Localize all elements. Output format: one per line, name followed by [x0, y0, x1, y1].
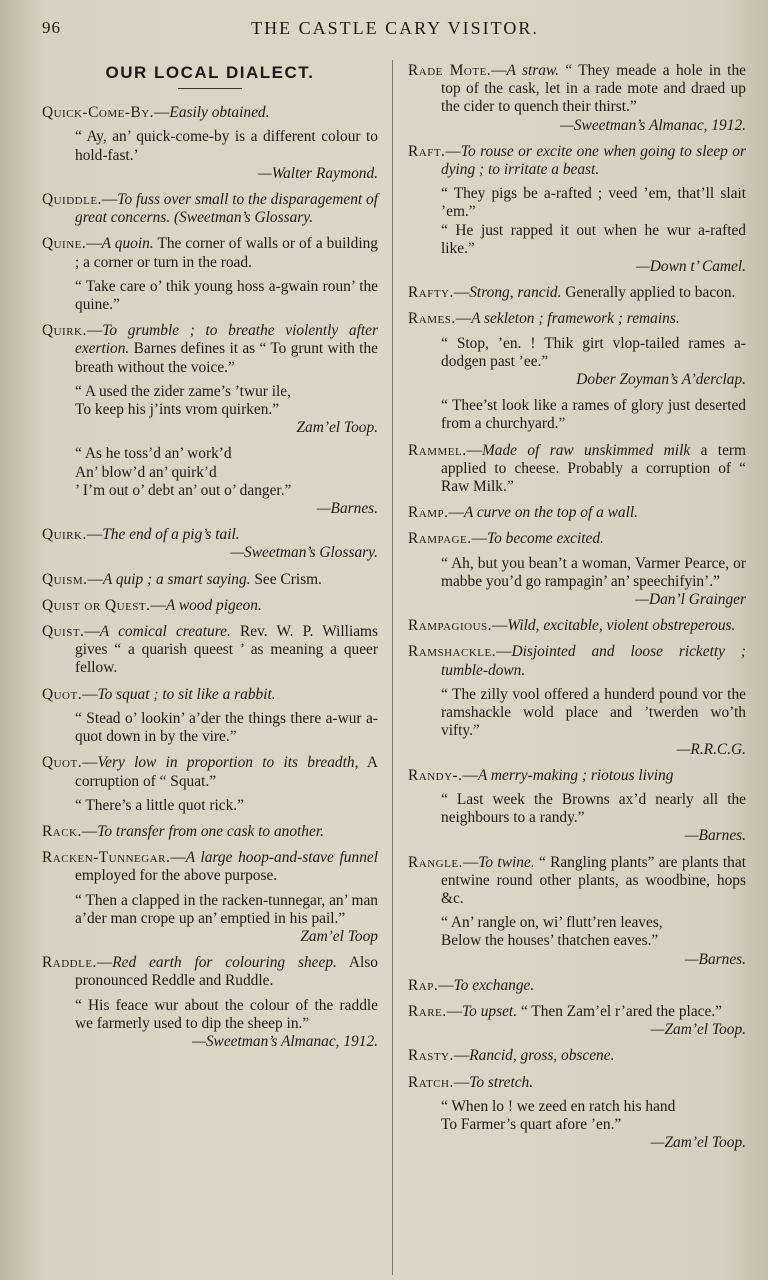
dictionary-entry	[42, 686, 378, 747]
headword: Rasty.	[408, 1047, 454, 1065]
entry-note: “ Rangling plants” are plants that entwine round other plants, as woodbine, hops &c.	[441, 853, 746, 907]
attribution: —Zam’el Toop.	[650, 1134, 746, 1152]
quotation	[408, 686, 746, 741]
entry-definition: Rammel.—Made of raw unskimmed milk a term applied to cheese. Probably a corruption of “ Raw Milk.”	[408, 441, 746, 496]
entry-note: “ Then Zam’el r’ared the place.”	[520, 1002, 723, 1020]
gloss: To grumble ; to breathe violently after exertion.	[75, 322, 378, 358]
entry-note: Barnes defines it as “ To grunt with the breath without the voice.”	[75, 340, 378, 376]
attribution: —Sweetman’s Almanac, 1912.	[560, 116, 746, 134]
quotation	[408, 555, 746, 591]
entry-definition: Rap.—To exchange.	[408, 976, 535, 994]
dictionary-entry	[408, 284, 746, 302]
entry-definition: Rack.—To transfer from one cask to another.	[42, 822, 324, 840]
quotation	[42, 128, 378, 164]
entry-definition: Quist or Quest.—A wood pigeon.	[42, 596, 262, 614]
headword: Quine.	[42, 235, 87, 253]
running-title: THE CASTLE CARY VISITOR.	[251, 18, 539, 38]
dictionary-entry	[42, 235, 378, 314]
headword: Rade Mote.	[408, 62, 492, 79]
entry-definition: Rare.—To upset. “ Then Zam’el r’ared the place.”	[408, 1002, 723, 1020]
dictionary-entry	[42, 571, 378, 589]
quotation	[42, 278, 378, 314]
dictionary-entry	[42, 754, 378, 815]
dictionary-entry	[408, 397, 746, 433]
headword: Rammel.	[408, 441, 467, 459]
entry-definition: Rames.—A sekleton ; framework ; remains.	[408, 310, 680, 328]
headword: Quot.	[42, 685, 83, 703]
entry-note: Rev. W. P. Williams gives “ a quarish queest ’ as meaning a queer fellow.	[75, 623, 379, 677]
article-title: OUR LOCAL DIALECT.	[105, 63, 315, 82]
quotation	[408, 397, 746, 433]
quotation	[42, 383, 378, 419]
entry-note: a term applied to cheese. Probably a corruption of “ Raw Milk.”	[441, 441, 746, 496]
quotation-line: “ As he toss’d an’ work’d	[75, 445, 232, 463]
attribution: —Barnes.	[316, 500, 378, 518]
headword: Quiddle.	[42, 191, 102, 209]
gloss: A quoin.	[101, 235, 154, 253]
entry-note: A corruption of “ Squat.”	[75, 754, 378, 790]
headword: Ramshackle.	[408, 643, 497, 661]
attribution: —Zam’el Toop.	[650, 1021, 746, 1039]
entry-definition: Ratch.—To stretch.	[408, 1073, 534, 1091]
quotation-line: To Farmer’s quart afore ’en.”	[441, 1115, 622, 1133]
page-header	[42, 18, 748, 42]
quotation-line: “ His feace wur about the colour of the raddle we farmerly used to dip the sheep in.”	[75, 996, 378, 1032]
entry-definition: Racken-Tunnegar.—A large hoop-and-stave funnel employed for the above purpose.	[42, 849, 378, 885]
dictionary-entry	[408, 977, 746, 995]
dictionary-entry	[408, 530, 746, 609]
attribution: Dober Zoyman’s A’derclap.	[576, 371, 746, 389]
entry-definition: Quick-Come-By.—Easily obtained.	[42, 104, 270, 122]
dictionary-entry	[408, 1047, 746, 1065]
quotation-line: “ There’s a little quot rick.”	[75, 796, 244, 814]
headword: Ramp.	[408, 504, 449, 522]
entry-definition: Quiddle.—To fuss over small to the disparagement of great concerns. (Sweetman’s Glossary.	[42, 191, 378, 227]
gloss: To twine.	[478, 853, 535, 871]
entry-definition: Rampage.—To become excited.	[408, 530, 604, 548]
dictionary-entry	[408, 854, 746, 969]
gloss: Strong, rancid.	[469, 284, 562, 302]
headword: Rampagious.	[408, 617, 493, 635]
dictionary-entry	[42, 623, 378, 678]
headword: Rafty.	[408, 284, 454, 302]
attribution: —Sweetman’s Almanac, 1912.	[192, 1032, 378, 1050]
entry-definition: Rade Mote.—A straw. “ They meade a hole in the top of the cask, let in a rade mote and draed up the cider to quench their thirst.”	[408, 62, 746, 116]
quotation-line: “ Stop, ’en. ! Thik girt vlop-tailed rames a-dodgen past ’ee.”	[441, 334, 746, 370]
entry-note: Also pronounced Reddle and Ruddle.	[75, 954, 378, 990]
quotation-line: “ Last week the Browns ax’d nearly all the neighbours to a randy.”	[441, 790, 746, 827]
dictionary-entry	[42, 191, 378, 227]
quotation-line: “ Ah, but you bean’t a woman, Varmer Pearce, or mabbe you’d go rampagin’ an’ speechifyin’.”	[441, 554, 746, 590]
dictionary-entry	[408, 643, 746, 758]
quotation-line: “ When lo ! we zeed en ratch his hand	[441, 1097, 676, 1115]
dictionary-entry	[408, 1074, 746, 1153]
headword: Rangle.	[408, 853, 463, 871]
headword: Rampage.	[408, 530, 472, 548]
gloss: To fuss over small to the disparagement of great concerns. (Sweetman’s Glossary.	[75, 191, 378, 227]
entry-note: See Crism.	[254, 570, 322, 588]
attribution: —Walter Raymond.	[258, 164, 378, 182]
quotation	[42, 892, 378, 928]
dictionary-entry	[42, 104, 378, 183]
gloss: A merry-making ; riotous living	[477, 766, 674, 784]
quotation-line: “ Then a clapped in the racken-tunnegar, an’ man a’der man crope up an’ emptied in his pail.”	[75, 891, 378, 927]
gloss: To rouse or excite one when going to sleep or dying ; to irritate a beast.	[441, 142, 746, 179]
entry-definition: Quism.—A quip ; a smart saying. See Crism.	[42, 570, 322, 588]
headword: Racken-Tunnegar.	[42, 849, 171, 867]
headword: Ratch.	[408, 1073, 454, 1091]
dictionary-entry	[42, 445, 378, 518]
headword: Rames.	[408, 310, 456, 328]
entry-definition: Quirk.—To grumble ; to breathe violently after exertion. Barnes defines it as “ To grunt with the breath without the voice.”	[42, 322, 378, 376]
quotation	[408, 335, 746, 371]
headword: Raddle.	[42, 954, 97, 972]
gloss: The end of a pig’s tail.	[102, 526, 240, 544]
gloss: Wild, excitable, violent obstreperous.	[507, 617, 736, 635]
dictionary-entry	[408, 62, 746, 135]
dictionary-entry	[42, 823, 378, 841]
quotation	[408, 1098, 746, 1134]
left-entries	[42, 104, 378, 1051]
entry-definition: Rasty.—Rancid, gross, obscene.	[408, 1047, 615, 1065]
entry-definition: Quot.—To squat ; to sit like a rabbit.	[42, 685, 276, 703]
dictionary-entry	[42, 597, 378, 615]
gloss: Very low in proportion to its breadth,	[97, 754, 359, 772]
quotation-line: To keep his j’ints vrom quirken.”	[75, 401, 280, 419]
right-entries	[408, 62, 746, 1152]
entry-definition: Rampagious.—Wild, excitable, violent obstreperous.	[408, 617, 736, 635]
gloss: A straw.	[506, 62, 559, 79]
quotation-line: An’ blow’d an’ quirk’d	[75, 463, 217, 481]
quotation-line: “ The zilly vool offered a hunderd pound vor the ramshackle wold place and ’twerden wo’th vifty.”	[441, 685, 746, 740]
dictionary-entry	[408, 1003, 746, 1039]
attribution: —Barnes.	[684, 950, 746, 968]
quotation-line: “ Take care o’ thik young hoss a-gwain roun’ the quine.”	[75, 277, 378, 314]
entry-definition: Quist.—A comical creature. Rev. W. P. Williams gives “ a quarish queest ’ as meaning a queer fellow.	[42, 623, 379, 677]
gloss: To exchange.	[453, 976, 535, 994]
gloss: To transfer from one cask to another.	[97, 822, 324, 840]
quotation	[408, 914, 746, 950]
dictionary-entry	[408, 617, 746, 635]
right-column	[408, 62, 746, 1160]
headword: Quick-Come-By.	[42, 104, 155, 122]
attribution: Zam’el Toop	[300, 927, 378, 945]
quotation-line: “ Stead o’ lookin’ a’der the things there a-wur a-quot down in by the vire.”	[75, 709, 378, 746]
dictionary-entry	[42, 954, 378, 1051]
headword: Quism.	[42, 570, 88, 588]
dictionary-entry	[408, 767, 746, 846]
dictionary-entry	[408, 504, 746, 522]
gloss: To become excited.	[486, 530, 604, 548]
entry-note: employed for the above purpose.	[75, 867, 278, 885]
quotation	[408, 185, 746, 258]
dictionary-entry	[42, 849, 378, 946]
quotation-line: ’ I’m out o’ debt an’ out o’ danger.”	[75, 481, 292, 499]
entry-definition: Randy-.—A merry-making ; riotous living	[408, 766, 674, 784]
entry-definition: Quirk.—The end of a pig’s tail.	[42, 526, 240, 544]
gloss: A sekleton ; framework ; remains.	[471, 310, 680, 328]
gloss: To upset.	[462, 1002, 518, 1020]
column-divider	[392, 60, 393, 1275]
left-column	[42, 62, 378, 1059]
headword: Quist.	[42, 623, 85, 641]
entry-definition: Rangle.—To twine. “ Rangling plants” are plants that entwine round other plants, as woodbine, hops &c.	[408, 853, 746, 907]
attribution: —Dan’l Grainger	[635, 591, 746, 609]
headword: Quirk.	[42, 322, 87, 340]
entry-definition: Quot.—Very low in proportion to its breadth, A corruption of “ Squat.”	[42, 754, 378, 790]
entry-definition: Quine.—A quoin. The corner of walls or of a building ; a corner or turn in the road.	[42, 235, 378, 271]
entry-definition: Raddle.—Red earth for colouring sheep. Also pronounced Reddle and Ruddle.	[42, 954, 378, 990]
headword: Rack.	[42, 822, 82, 840]
attribution: —Barnes.	[684, 827, 746, 845]
quotation	[42, 445, 378, 500]
quotation	[42, 797, 378, 815]
quotation	[42, 997, 378, 1033]
quotation-line: “ They pigs be a-rafted ; veed ’em, that’ll slait ’em.”	[441, 185, 746, 221]
attribution: —Sweetman’s Glossary.	[230, 544, 378, 562]
gloss: To squat ; to sit like a rabbit.	[97, 685, 276, 703]
attribution: —Down t’ Camel.	[636, 258, 746, 276]
entry-note: “ They meade a hole in the top of the cask, let in a rade mote and draed up the cider to quench their thirst.”	[441, 62, 746, 116]
page-number: 96	[42, 18, 61, 37]
entry-definition: Ramp.—A curve on the top of a wall.	[408, 504, 638, 522]
dictionary-entry	[408, 310, 746, 389]
headword: Rare.	[408, 1002, 447, 1020]
gloss: Red earth for colouring sheep.	[112, 954, 337, 972]
dictionary-entry	[408, 143, 746, 276]
quotation-line: “ Ay, an’ quick-come-by is a different colour to hold-fast.’	[75, 128, 378, 164]
quotation-line: Below the houses’ thatchen eaves.”	[441, 932, 659, 950]
dictionary-entry	[408, 442, 746, 497]
quotation-line: “ Thee’st look like a rames of glory just deserted from a churchyard.”	[441, 397, 746, 433]
headword: Quirk.	[42, 526, 87, 544]
quotation-line: “ He just rapped it out when he wur a-rafted like.”	[441, 221, 746, 257]
attribution: Zam’el Toop.	[296, 419, 378, 437]
entry-note: The corner of walls or of a building ; a corner or turn in the road.	[75, 235, 378, 271]
quotation-line: “ An’ rangle on, wi’ flutt’ren leaves,	[441, 914, 663, 932]
gloss: A large hoop-and-stave funnel	[185, 849, 378, 867]
dictionary-entry	[42, 526, 378, 562]
entry-definition: Rafty.—Strong, rancid. Generally applied to bacon.	[408, 284, 736, 302]
quotation	[408, 791, 746, 827]
attribution: —R.R.C.G.	[676, 740, 746, 758]
gloss: A comical creature.	[99, 623, 231, 641]
gloss: Rancid, gross, obscene.	[469, 1047, 615, 1065]
headword: Randy-.	[408, 766, 463, 784]
gloss: Easily obtained.	[169, 104, 270, 122]
headword: Quist or Quest.	[42, 596, 151, 614]
gloss: Made of raw unskimmed milk	[481, 441, 691, 459]
quotation-line: “ A used the zider zame’s ’twur ile,	[75, 382, 291, 400]
title-rule	[178, 88, 242, 89]
gloss: A wood pigeon.	[165, 596, 262, 614]
gloss: A quip ; a smart saying.	[102, 570, 251, 588]
headword: Raft.	[408, 142, 446, 160]
gloss: Disjointed and loose ricketty ; tumble-down.	[441, 643, 746, 679]
quotation	[42, 710, 378, 746]
dictionary-entry	[42, 322, 378, 437]
headword: Rap.	[408, 976, 439, 994]
gloss: A curve on the top of a wall.	[463, 504, 638, 522]
gloss: To stretch.	[469, 1073, 534, 1091]
entry-definition: Raft.—To rouse or excite one when going to sleep or dying ; to irritate a beast.	[408, 142, 746, 179]
entry-note: Generally applied to bacon.	[565, 284, 736, 302]
entry-definition: Ramshackle.—Disjointed and loose ricketty ; tumble-down.	[408, 643, 746, 679]
headword: Quot.	[42, 754, 83, 772]
